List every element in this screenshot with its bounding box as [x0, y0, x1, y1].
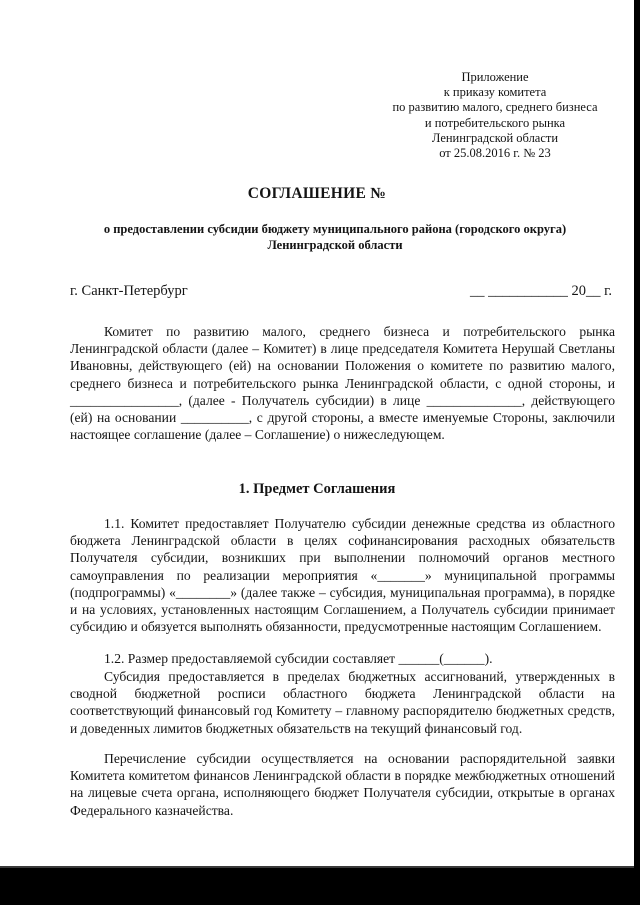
clause-1-2: 1.2. Размер предоставляемой субсидии составляет ______(______). [104, 651, 493, 666]
date-field: __ ___________ 20__ г. [470, 283, 613, 299]
document-title: СОГЛАШЕНИЕ № [247, 185, 387, 202]
intro-paragraph: Комитет по развитию малого, среднего бизнеса и потребительского рынка Ленинградской области (далее – Комитет) в лице председателя Комитета Нерушай Светланы Ивановны, действующего (ей) на основании Положения о комитете по развитию малого, среднего бизнеса и потребительского рынка Ленинградской области, с одной стороны, и ________________, (далее - Получатель субсидии) в лице ______________, действующего (ей) на основании __________, с другой стороны, а вместе именуемые Стороны, заключили настоящее соглашение (далее – Соглашение) о нижеследующем. [70, 324, 615, 443]
appendix-line: к приказу комитета [443, 85, 547, 100]
appendix-header [360, 70, 630, 161]
scan-bottom-edge [0, 868, 640, 905]
document-subtitle [70, 221, 600, 253]
allocation-paragraph: Субсидия предоставляется в пределах бюджетных ассигнований, утвержденных в сводной бюджетной росписи областного бюджета Ленинградской области на соответствующий финансовый год Комитету – главному распорядителю бюджетных средств, и доведенных лимитов бюджетных обязательств на текущий финансовый год. [70, 669, 615, 736]
appendix-line: по развитию малого, среднего бизнеса [392, 100, 598, 115]
appendix-line: от 25.08.2016 г. № 23 [439, 146, 551, 161]
subtitle-line: о предоставлении субсидии бюджету муниципального района (городского округа) [103, 222, 567, 236]
scan-right-edge [634, 0, 640, 905]
appendix-line: Ленинградской области [431, 130, 559, 145]
transfer-paragraph: Перечисление субсидии осуществляется на основании распорядительной заявки Комитета комитетом финансов Ленинградской области в порядке межбюджетных отношений на лицевые счета органа, исполняющего бюджет Получателя субсидии, открытые в органах Федерального казначейства. [70, 751, 615, 818]
place-of-signing: г. Санкт-Петербург [70, 283, 188, 299]
appendix-line: и потребительского рынка [424, 115, 566, 130]
clause-1-1: 1.1. Комитет предоставляет Получателю субсидии денежные средства из областного бюджета Ленинградской области в целях софинансирования расходных обязательств Получателя субсидии, возникших при выполнении полномочий органов местного самоуправления по реализации мероприятия «_______» муниципальной программы (подпрограммы) «________» (далее также – субсидия, муниципальная программа), в порядке и на условиях, установленных настоящим Соглашением, а Получатель субсидии принимает субсидию и обязуется выполнять обязанности, предусмотренные настоящим Соглашением. [70, 516, 615, 635]
subtitle-line: Ленинградской области [267, 238, 403, 252]
appendix-line: Приложение [461, 70, 529, 84]
section-heading: 1. Предмет Соглашения [238, 481, 396, 497]
